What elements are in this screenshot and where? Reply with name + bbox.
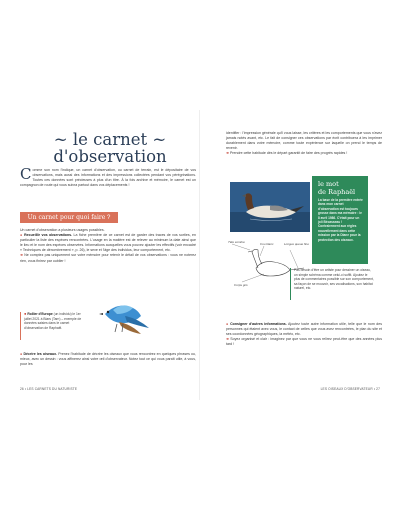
right-footer: LES OISEAUX D'OBSERVATEUR • 27 <box>320 387 380 391</box>
sketch-label-tail: Longue queue fine <box>284 242 309 246</box>
page-title-line1: ~ le carnet ~ <box>53 130 167 149</box>
left-footer: 26 • LES CARNETS DU NATURISTE <box>20 387 78 391</box>
arrow-icon: ➜ <box>226 151 229 156</box>
european-roller-illustration <box>95 292 155 340</box>
other-info-section: ● Consigner d'autres informations. Ajoutez toute autre information utile, telle que le nom des personnes qui étaient avec vous, le contact de celles que vous avez rencontrées, le plan du site et ses coordonnées géographiques, la météo, etc. ➜ Soyez organisé et clair : imaginez par que vous ne vous relirez peut-être que des années plus tard ! <box>226 322 382 347</box>
quote-box-text: La base de la première entrée dans mon carnet d'observation est toujours grosse dans ma mémoire : le 8 avril 1986. C'était pour un joli Bécasseau ! Contrairement aux règles nouvellement dans cette mission par la Diane pour la protection des oiseaux. <box>318 198 363 242</box>
sketch-caption: Pas besoin d'être un artiste pour dessiner un oiseau, un simple schéma comme celui-ci suffit. Ajoutez le plus de commentaires possible sur son comportement, sa façon de se mouvoir, ses vocalisations, son habitat naturel, etc. <box>294 268 374 291</box>
intro-paragraph: Comme son nom l'indique, un carnet d'observation, ou carnet de terrain, est le dépositaire de vos observations, mais aussi des informations et des impressions collectées pendant vos pérégrinations. Toutes ces données sont précieuses à plus d'un titre. À la fois archive et mémoire, le carnet est un compagnon de route qui vous suivra partout dans vos déplacements ! <box>20 165 196 188</box>
usage-item-1-tip: ➜ Ne comptez pas uniquement sur votre mémoire pour retenir le détail de vos observations : vous ne noterez rien, vous finirez par oublier ! <box>20 253 196 263</box>
bullet-icon: ● <box>24 311 27 316</box>
usage-item-1: ● Recueillir vos observations. La fiche première de ce carnet est de garder des traces de vos sorties, en particulier la liste des espèces rencontrées. L'usage en la matière est de relever au minimum la date ainsi que le lieu et le nom des espèces observées. Informations auxquelles vous pouvez ajouter les effectifs (voir encadré « Techniques de dénombrement », p. 26), le sexe et l'âge des individus, leur comportement, etc. <box>20 233 196 253</box>
arrow-icon: ➜ <box>226 337 229 342</box>
pintail-duck-photo <box>230 182 310 232</box>
drop-cap: C <box>20 165 32 183</box>
right-top-paragraph: identifier : l'impression générale qu'il vous laisse, les critères et les comportements que vous n'avez jamais notés avant, etc. Le fait de consigner ces observations par écrit contribuera à les imprimer durablement dans votre mémoire, comme toute expérience sur laquelle on prend le temps de revenir. ➜ Prendre cette habitude dès le départ garantit de faire des progrès rapides ! <box>226 131 383 156</box>
caption-rule <box>20 312 21 340</box>
describe-section: ● Décrire les oiseaux. Prenez l'habitude de décrire les oiseaux que vous rencontrez en quelques phrases ou, mieux, avec un dessin : vous affinerez ainsi votre œil d'observateur. Notez tout ce qui vous paraît utile, à vous, pour les <box>20 352 196 367</box>
sketch-label-head: Tête sombre <box>228 240 245 244</box>
usage-intro: Un carnet d'observation a plusieurs usages possibles. <box>20 228 105 232</box>
roller-caption: ● Rollier d'Europe (un individu) le 1er juillet 2021 à Biars (Tarn) – exemple de données saisies dans le carnet d'observation de Raphaël. <box>24 311 82 330</box>
section-tag: Un carnet pour quoi faire ? <box>20 212 118 223</box>
page-title-line2: d'observation <box>53 147 167 166</box>
quote-box-title: le mot de Raphaël <box>318 180 356 196</box>
sketch-label-neck: Cou blanc <box>260 242 274 246</box>
sketch-caption-rule <box>290 268 291 300</box>
sketch-label-body: Corps gris <box>234 283 248 287</box>
usage-section <box>20 228 196 264</box>
arrow-icon: ➜ <box>20 253 23 258</box>
